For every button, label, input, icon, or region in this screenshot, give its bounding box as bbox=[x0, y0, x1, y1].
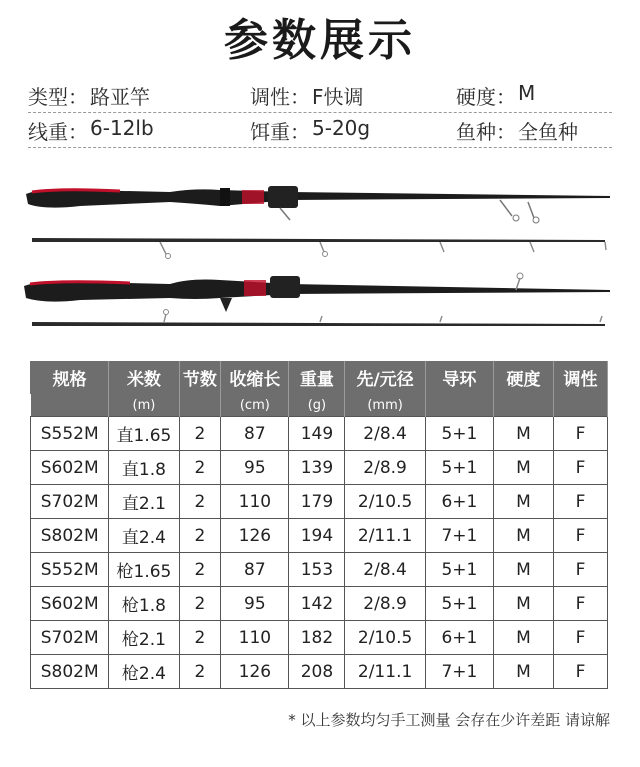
table-cell: 126 bbox=[221, 519, 289, 553]
table-cell: 2/10.5 bbox=[345, 485, 425, 519]
rod-images bbox=[20, 180, 620, 340]
table-cell: S702M bbox=[31, 621, 109, 655]
spec-hardness bbox=[456, 81, 612, 110]
table-cell: F bbox=[554, 553, 608, 587]
table-cell: M bbox=[493, 485, 553, 519]
table-row bbox=[31, 587, 608, 621]
table-cell: 2/11.1 bbox=[345, 655, 425, 689]
table-cell: 6+1 bbox=[425, 621, 493, 655]
table-cell: 6+1 bbox=[425, 485, 493, 519]
unit-cell bbox=[31, 394, 109, 417]
header-closed-length: 收缩长 bbox=[221, 361, 289, 394]
casting-rod-butt bbox=[24, 273, 610, 312]
spec-value: 路亚竿 bbox=[90, 84, 150, 109]
table-cell: 直2.4 bbox=[109, 519, 179, 553]
unit-cell: (mm) bbox=[345, 394, 425, 417]
spec-list bbox=[28, 78, 612, 148]
unit-cell: (cm) bbox=[221, 394, 289, 417]
table-cell: 87 bbox=[221, 417, 289, 451]
spec-key: 调性： bbox=[250, 84, 310, 109]
table-cell: 2 bbox=[179, 519, 221, 553]
table-units-row bbox=[31, 394, 608, 417]
unit-cell bbox=[554, 394, 608, 417]
table-row bbox=[31, 519, 608, 553]
table-cell: 枪1.65 bbox=[109, 553, 179, 587]
table-cell: 枪2.4 bbox=[109, 655, 179, 689]
header-length: 米数 bbox=[109, 361, 179, 394]
table-cell: F bbox=[554, 621, 608, 655]
spec-value: F快调 bbox=[312, 84, 364, 109]
spec-key: 饵重： bbox=[250, 119, 310, 144]
table-cell: 194 bbox=[289, 519, 345, 553]
table-cell: F bbox=[554, 417, 608, 451]
table-cell: 139 bbox=[289, 451, 345, 485]
table-cell: 95 bbox=[221, 451, 289, 485]
table-cell: S802M bbox=[31, 519, 109, 553]
table-cell: 110 bbox=[221, 621, 289, 655]
table-row bbox=[31, 485, 608, 519]
unit-cell bbox=[179, 394, 221, 417]
table-cell: 5+1 bbox=[425, 553, 493, 587]
spec-action bbox=[250, 81, 456, 110]
table-cell: 5+1 bbox=[425, 417, 493, 451]
table-cell: 5+1 bbox=[425, 451, 493, 485]
table-cell: M bbox=[493, 587, 553, 621]
table-cell: 枪1.8 bbox=[109, 587, 179, 621]
unit-cell: (g) bbox=[289, 394, 345, 417]
table-cell: 149 bbox=[289, 417, 345, 451]
table-cell: 153 bbox=[289, 553, 345, 587]
header-guides: 导环 bbox=[425, 361, 493, 394]
table-row bbox=[31, 417, 608, 451]
table-cell: 2 bbox=[179, 587, 221, 621]
table-cell: F bbox=[554, 655, 608, 689]
table-cell: 87 bbox=[221, 553, 289, 587]
header-tip-butt: 先/元径 bbox=[345, 361, 425, 394]
table-cell: M bbox=[493, 655, 553, 689]
spec-value: 全鱼种 bbox=[518, 119, 578, 144]
header-power: 硬度 bbox=[493, 361, 553, 394]
table-row bbox=[31, 553, 608, 587]
footnote: * 以上参数均匀手工测量 会存在少许差距 请谅解 bbox=[288, 711, 610, 729]
table-cell: M bbox=[493, 519, 553, 553]
spinning-rod-butt bbox=[26, 186, 610, 223]
table-cell: 枪2.1 bbox=[109, 621, 179, 655]
table-header-row bbox=[31, 361, 608, 394]
header-sections: 节数 bbox=[179, 361, 221, 394]
spec-value: M bbox=[518, 80, 536, 105]
spec-fish-species bbox=[456, 116, 612, 145]
table-cell: 直1.8 bbox=[109, 451, 179, 485]
table-row bbox=[31, 655, 608, 689]
rod-illustration bbox=[20, 180, 620, 340]
table-cell: F bbox=[554, 485, 608, 519]
spec-key: 鱼种： bbox=[456, 119, 516, 144]
table-cell: M bbox=[493, 553, 553, 587]
table-cell: S802M bbox=[31, 655, 109, 689]
table-cell: 208 bbox=[289, 655, 345, 689]
table-cell: F bbox=[554, 519, 608, 553]
table-cell: 2/8.4 bbox=[345, 553, 425, 587]
table-cell: F bbox=[554, 451, 608, 485]
table-cell: 7+1 bbox=[425, 519, 493, 553]
table-cell: 95 bbox=[221, 587, 289, 621]
casting-rod-tip bbox=[32, 310, 605, 327]
table-cell: 182 bbox=[289, 621, 345, 655]
table-cell: 2 bbox=[179, 553, 221, 587]
table-cell: 126 bbox=[221, 655, 289, 689]
table-cell: S702M bbox=[31, 485, 109, 519]
spec-row-2 bbox=[28, 113, 612, 147]
table-cell: 2 bbox=[179, 451, 221, 485]
divider bbox=[28, 147, 612, 148]
unit-cell bbox=[425, 394, 493, 417]
table-cell: 2 bbox=[179, 621, 221, 655]
spec-row-1 bbox=[28, 78, 612, 112]
table-cell: S602M bbox=[31, 587, 109, 621]
table-cell: S552M bbox=[31, 417, 109, 451]
spec-line-weight bbox=[28, 116, 250, 145]
table-cell: 2 bbox=[179, 485, 221, 519]
table-cell: 2 bbox=[179, 655, 221, 689]
table-cell: 5+1 bbox=[425, 587, 493, 621]
table-row bbox=[31, 621, 608, 655]
table-cell: S602M bbox=[31, 451, 109, 485]
page-title: 参数展示 bbox=[224, 15, 416, 66]
table-cell: 110 bbox=[221, 485, 289, 519]
header-action: 调性 bbox=[554, 361, 608, 394]
table-cell: 直1.65 bbox=[109, 417, 179, 451]
table-cell: 179 bbox=[289, 485, 345, 519]
spinning-rod-tip bbox=[32, 238, 606, 259]
table-cell: 2/10.5 bbox=[345, 621, 425, 655]
spec-key: 线重： bbox=[28, 119, 88, 144]
table-row bbox=[31, 451, 608, 485]
table-cell: M bbox=[493, 417, 553, 451]
table-cell: 2 bbox=[179, 417, 221, 451]
table-cell: 2/8.9 bbox=[345, 587, 425, 621]
table-cell: 直2.1 bbox=[109, 485, 179, 519]
table-cell: F bbox=[554, 587, 608, 621]
table-cell: 2/8.4 bbox=[345, 417, 425, 451]
table-cell: 7+1 bbox=[425, 655, 493, 689]
table-cell: M bbox=[493, 451, 553, 485]
spec-key: 类型： bbox=[28, 84, 88, 109]
spec-value: 6-12lb bbox=[90, 115, 154, 140]
spec-lure-weight bbox=[250, 116, 456, 145]
table-cell: S552M bbox=[31, 553, 109, 587]
table-cell: 142 bbox=[289, 587, 345, 621]
spec-table bbox=[30, 361, 608, 689]
spec-type bbox=[28, 81, 250, 110]
unit-cell bbox=[493, 394, 553, 417]
table-cell: 2/8.9 bbox=[345, 451, 425, 485]
header-weight: 重量 bbox=[289, 361, 345, 394]
unit-cell: (m) bbox=[109, 394, 179, 417]
spec-key: 硬度： bbox=[456, 84, 516, 109]
spec-value: 5-20g bbox=[312, 115, 371, 140]
table-cell: M bbox=[493, 621, 553, 655]
table-cell: 2/11.1 bbox=[345, 519, 425, 553]
header-spec: 规格 bbox=[31, 361, 109, 394]
